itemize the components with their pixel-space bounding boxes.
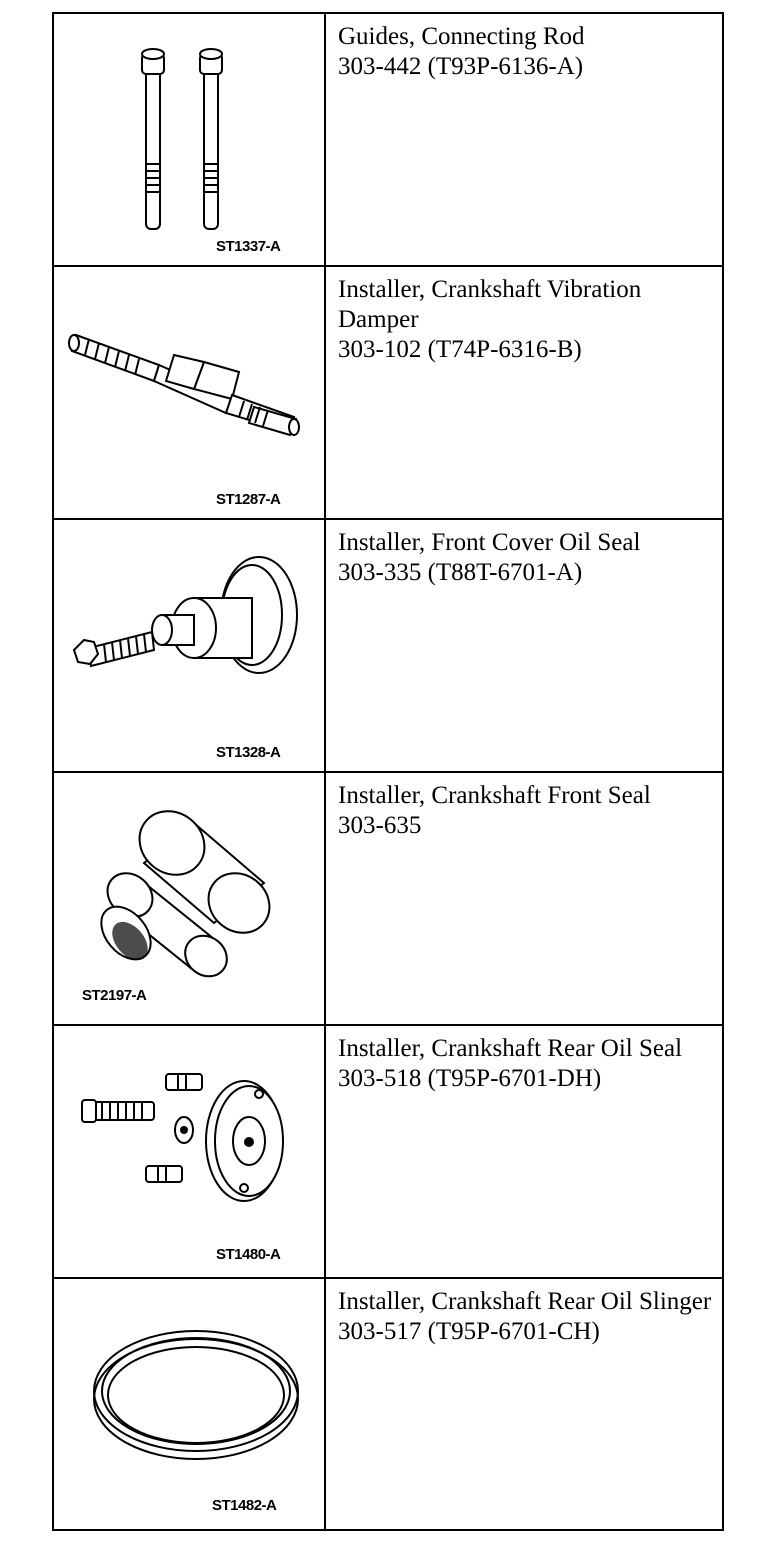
tool-illustration-cell [54, 520, 326, 771]
tool-description [326, 267, 722, 518]
tool-name: Installer, Crankshaft Vibration Damper [338, 276, 642, 333]
tool-name: Installer, Crankshaft Rear Oil Slinger [338, 1288, 712, 1315]
tool-number: 303-635 [338, 812, 422, 839]
tool-description [326, 520, 722, 771]
tool-code: ST1480-A [216, 1246, 281, 1263]
tool-description [326, 773, 722, 1024]
tool-name: Installer, Crankshaft Rear Oil Seal [338, 1035, 683, 1062]
tool-code: ST1337-A [216, 238, 281, 255]
tool-number: 303-102 (T74P-6316-B) [338, 336, 582, 363]
tool-name: Installer, Crankshaft Front Seal [338, 782, 651, 809]
rear-oil-slinger-installer-icon [54, 1279, 324, 1527]
front-cover-seal-installer-icon [54, 520, 324, 771]
tool-code: ST1328-A [216, 744, 281, 761]
tool-name: Guides, Connecting Rod [338, 23, 585, 50]
tool-description [326, 1026, 722, 1277]
tool-row [54, 1026, 722, 1279]
tool-row [54, 267, 722, 520]
tool-row [54, 14, 722, 267]
tool-row [54, 520, 722, 773]
tool-illustration-cell [54, 267, 326, 518]
tool-code: ST1287-A [216, 491, 281, 508]
tool-row [54, 1279, 722, 1529]
connecting-rod-guides-icon [54, 14, 324, 265]
tool-code: ST1482-A [212, 1497, 277, 1514]
tool-illustration-cell [54, 773, 326, 1024]
vibration-damper-installer-icon [54, 267, 324, 518]
rear-oil-seal-installer-icon [54, 1026, 324, 1277]
tool-description [326, 1279, 722, 1529]
tool-number: 303-442 (T93P-6136-A) [338, 53, 584, 80]
tool-number: 303-517 (T95P-6701-CH) [338, 1318, 600, 1345]
tool-illustration-cell [54, 14, 326, 265]
tool-number: 303-518 (T95P-6701-DH) [338, 1065, 602, 1092]
tool-description [326, 14, 722, 265]
tool-number: 303-335 (T88T-6701-A) [338, 559, 583, 586]
tool-illustration-cell [54, 1026, 326, 1277]
tool-row [54, 773, 722, 1026]
special-tools-table [52, 12, 724, 1531]
tool-code: ST2197-A [82, 987, 147, 1004]
tool-illustration-cell [54, 1279, 326, 1529]
tool-name: Installer, Front Cover Oil Seal [338, 529, 641, 556]
